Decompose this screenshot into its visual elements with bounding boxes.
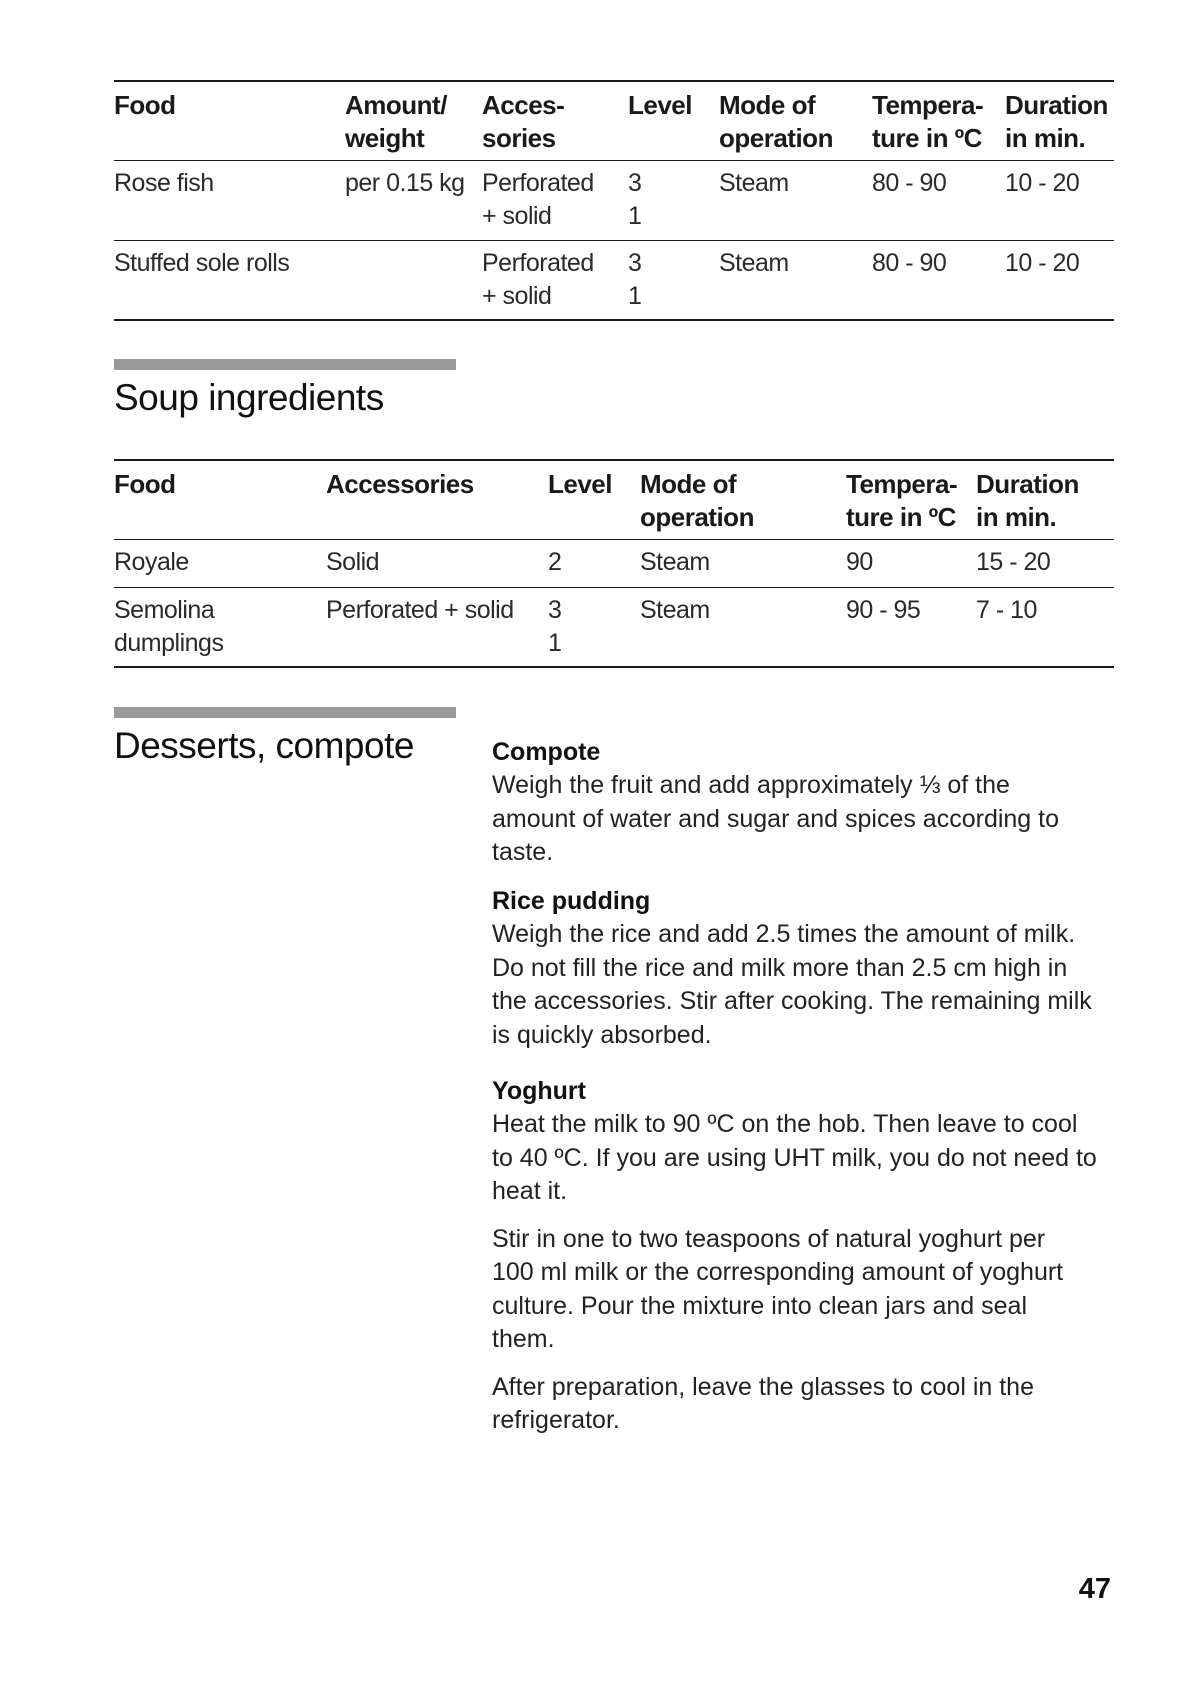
cell-amount: per 0.15 kg [345, 168, 465, 197]
table-header-row [114, 80, 1114, 160]
subheading-yoghurt: Yoghurt [492, 1077, 586, 1105]
cell-food: Rose fish [114, 168, 214, 197]
table-row [114, 587, 1114, 667]
subheading-compote: Compote [492, 738, 601, 766]
section-title-soup: Soup ingredients [114, 377, 384, 418]
header-temperature: Tempera- ture in ºC [872, 90, 984, 153]
page-number: 47 [1078, 1573, 1111, 1605]
cell-food: Royale [114, 547, 189, 576]
cell-accessories: Perforated + solid [482, 248, 594, 310]
section-title-desserts: Desserts, compote [114, 725, 414, 766]
yoghurt-text-2: Stir in one to two teaspoons of natural yoghurt per 100 ml milk or the corresponding amount of yoghurt culture. Pour the mixture into clean jars and seal them. [492, 1224, 1064, 1353]
cell-food: Semolina dumplings [114, 595, 224, 657]
cell-duration: 10 - 20 [1005, 248, 1080, 277]
header-duration: Duration in min. [976, 469, 1079, 532]
rice-pudding-text: Weigh the rice and add 2.5 times the amount of milk. Do not fill the rice and milk more than 2.5 cm high in the accessories. Stir after cooking. The remaining milk is quickly absorbed. [492, 920, 1092, 1049]
cell-mode: Steam [719, 168, 789, 197]
header-food: Food [114, 469, 176, 499]
subheading-rice-pudding: Rice pudding [492, 887, 651, 915]
cell-level: 3 1 [628, 248, 642, 310]
cell-mode: Steam [719, 248, 789, 277]
header-temperature: Tempera- ture in ºC [846, 469, 958, 532]
cell-duration: 10 - 20 [1005, 168, 1080, 197]
soup-ingredients-table [114, 459, 1114, 668]
cell-accessories: Perforated + solid [482, 168, 594, 230]
yoghurt-block [492, 1074, 1117, 1438]
section-divider-bar [114, 359, 456, 370]
table-row [114, 539, 1114, 587]
cell-temperature: 80 - 90 [872, 248, 947, 277]
header-level: Level [628, 90, 692, 120]
compote-text: Weigh the fruit and add approximately ⅓ of the amount of water and sugar and spices according to taste. [492, 771, 1060, 866]
header-amount-weight: Amount/ weight [345, 90, 447, 153]
cell-accessories: Solid [326, 547, 380, 576]
header-accessories: Accessories [326, 469, 474, 499]
header-accessories: Acces- sories [482, 90, 565, 153]
table-row [114, 160, 1114, 240]
table-row [114, 240, 1114, 320]
cell-level: 3 1 [628, 168, 642, 230]
yoghurt-text-1: Heat the milk to 90 ºC on the hob. Then leave to cool to 40 ºC. If you are using UHT milk, you do not need to heat it. [492, 1110, 1097, 1205]
cell-amount [345, 240, 482, 320]
cell-mode: Steam [640, 595, 710, 624]
compote-block [492, 735, 1117, 870]
cell-mode: Steam [640, 547, 710, 576]
cell-level: 2 [548, 547, 562, 576]
rice-pudding-block [492, 884, 1117, 1052]
header-mode-of-operation: Mode of operation [640, 469, 754, 532]
header-duration: Duration in min. [1005, 90, 1108, 153]
table-header-row [114, 459, 1114, 539]
cell-temperature: 80 - 90 [872, 168, 947, 197]
header-mode-of-operation: Mode of operation [719, 90, 833, 153]
cell-duration: 7 - 10 [976, 595, 1037, 624]
header-food: Food [114, 90, 176, 120]
header-level: Level [548, 469, 612, 499]
section-divider-bar [114, 707, 456, 718]
cell-food: Stuffed sole rolls [114, 248, 290, 277]
cell-duration: 15 - 20 [976, 547, 1051, 576]
cell-level: 3 1 [548, 595, 562, 657]
cell-temperature: 90 [846, 547, 873, 576]
fish-cooking-table [114, 80, 1114, 321]
yoghurt-text-3: After preparation, leave the glasses to cool in the refrigerator. [492, 1372, 1034, 1434]
cell-accessories: Perforated + solid [326, 595, 514, 624]
cell-temperature: 90 - 95 [846, 595, 921, 624]
